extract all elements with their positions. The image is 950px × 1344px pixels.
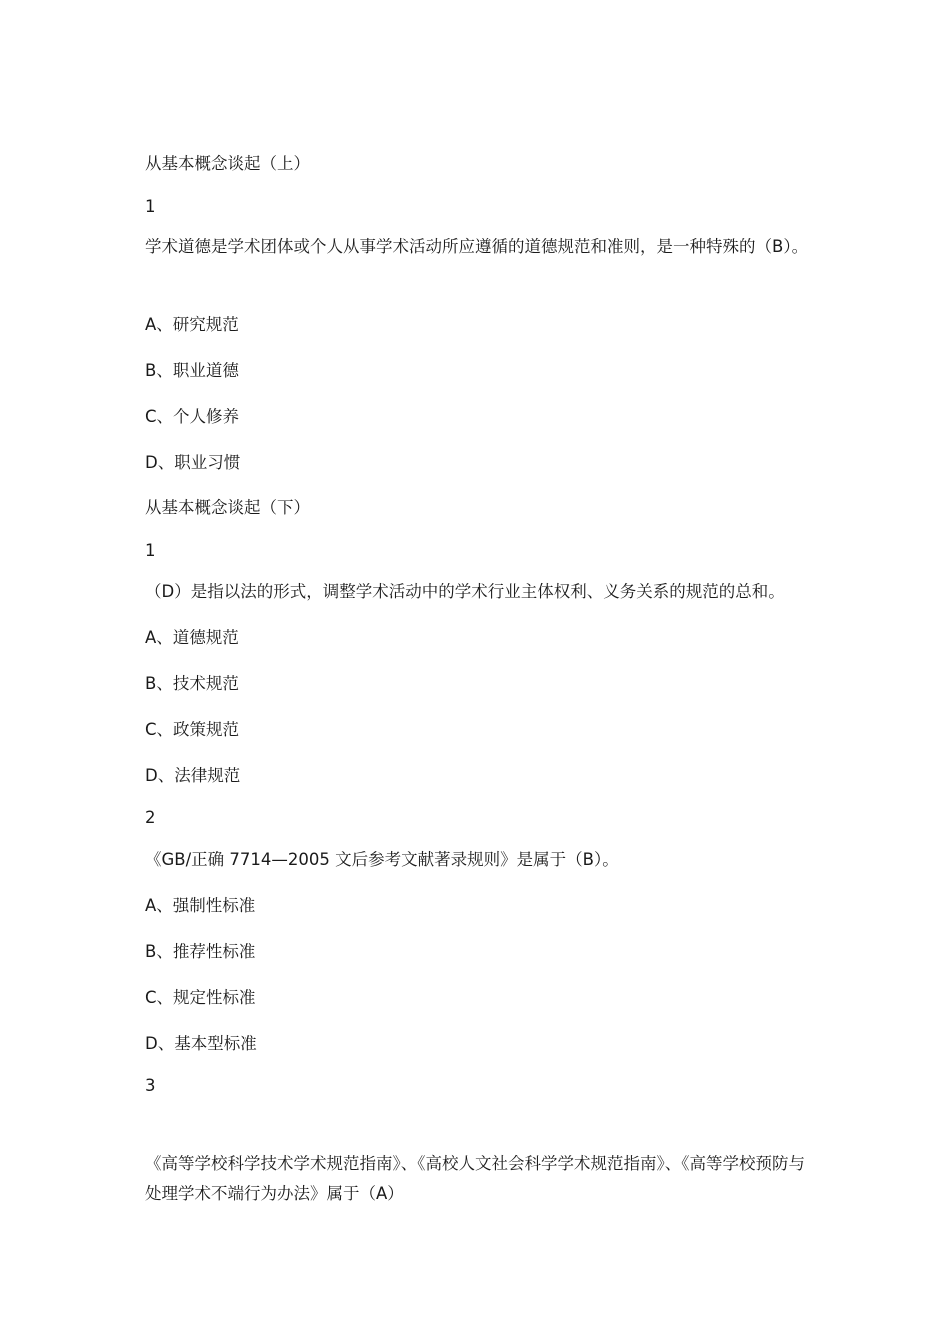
section-title: 从基本概念谈起（上） <box>145 154 310 173</box>
option-d: D、法律规范 <box>145 766 241 785</box>
question-number: 1 <box>145 197 156 216</box>
option-b: B、推荐性标准 <box>145 942 256 961</box>
option-b: B、技术规范 <box>145 674 239 693</box>
question-stem: （D）是指以法的形式，调整学术活动中的学术行业主体权利、义务关系的规范的总和。 <box>145 582 785 601</box>
question-stem: 学术道德是学术团体或个人从事学术活动所应遵循的道德规范和准则，是一种特殊的（B）。 <box>145 237 809 256</box>
question-number: 3 <box>145 1076 156 1095</box>
option-c: C、政策规范 <box>145 720 240 739</box>
option-a: A、强制性标准 <box>145 896 256 915</box>
option-d: D、职业习惯 <box>145 453 241 472</box>
option-a: A、道德规范 <box>145 628 239 647</box>
option-c: C、个人修养 <box>145 407 240 426</box>
question-stem: 《GB/正确 7714—2005 文后参考文献著录规则》是属于（B）。 <box>145 850 619 869</box>
section-title: 从基本概念谈起（下） <box>145 498 310 517</box>
option-b: B、职业道德 <box>145 361 239 380</box>
option-a: A、研究规范 <box>145 315 239 334</box>
question-number: 2 <box>145 808 156 827</box>
option-d: D、基本型标准 <box>145 1034 257 1053</box>
option-c: C、规定性标准 <box>145 988 256 1007</box>
question-stem: 《高等学校科学技术学术规范指南》、《高校人文社会科学学术规范指南》、《高等学校预防与处理学术不端行为办法》属于（A） <box>145 1154 805 1203</box>
question-number: 1 <box>145 541 156 560</box>
